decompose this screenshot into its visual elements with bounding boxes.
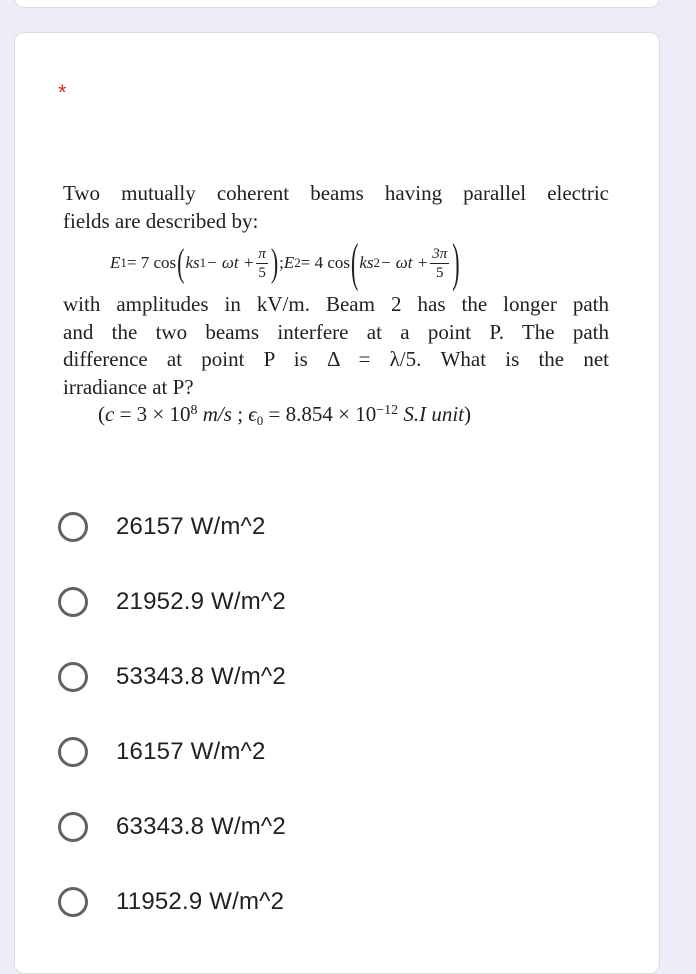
radio-button[interactable] xyxy=(58,587,88,617)
constants-separator: ; xyxy=(231,402,249,426)
e2-symbol: E xyxy=(283,253,295,272)
speed-of-light-exponent: 8 xyxy=(190,403,198,418)
speed-of-light-value: = 3 × 10 xyxy=(114,402,191,426)
question-line-1: Two mutually coherent beams having parallel electric xyxy=(63,181,609,205)
radio-button[interactable] xyxy=(58,512,88,542)
question-line-6: irradiance at P? xyxy=(63,374,194,399)
e1-phase-term: − ωt + xyxy=(206,253,255,272)
answer-option-1[interactable] xyxy=(58,507,266,547)
e2-close-paren: ) xyxy=(452,231,460,292)
answer-option-6[interactable] xyxy=(58,882,284,922)
answer-option-2[interactable] xyxy=(58,582,286,622)
radio-button[interactable] xyxy=(58,737,88,767)
required-asterisk: * xyxy=(58,80,67,105)
e1-frac-numerator: π xyxy=(258,245,266,262)
e2-open-paren: ( xyxy=(351,231,359,292)
equation-separator: ; xyxy=(279,253,284,272)
question-line-5: difference at point P is Δ = λ/5. What is the net xyxy=(63,347,609,371)
question-line-2: fields are described by: xyxy=(63,208,259,233)
permittivity-unit: S.I unit xyxy=(398,402,465,426)
e2-frac-numerator: 3π xyxy=(432,245,448,262)
option-label[interactable]: 26157 W/m^2 xyxy=(116,513,266,540)
option-label[interactable]: 16157 W/m^2 xyxy=(116,738,266,765)
e1-open-paren: ( xyxy=(177,239,185,285)
permittivity-symbol: ϵ xyxy=(248,402,257,426)
speed-of-light-unit: m/s xyxy=(197,402,232,426)
option-label[interactable]: 53343.8 W/m^2 xyxy=(116,663,286,690)
radio-button[interactable] xyxy=(58,662,88,692)
e1-close-paren: ) xyxy=(270,239,279,285)
question-line-3: with amplitudes in kV/m. Beam 2 has the longer path xyxy=(63,292,609,316)
permittivity-value: = 8.854 × 10 xyxy=(263,402,377,426)
permittivity-subscript: 0 xyxy=(256,413,264,428)
answer-option-3[interactable] xyxy=(58,657,286,697)
radio-button[interactable] xyxy=(58,812,88,842)
e1-amplitude: = 7 cos xyxy=(126,253,177,272)
option-label[interactable]: 11952.9 W/m^2 xyxy=(116,888,285,915)
radio-button[interactable] xyxy=(58,887,88,917)
speed-of-light-symbol: c xyxy=(105,402,115,426)
field-equations: E 1 = 7 cos ( ks 1 − ωt + $\frac{\pi}{5}$ ) ; E 2 = 4 cos ( ks 2 − ωt + $\frac{3\pi}{5}$ ) xyxy=(63,237,609,289)
e2-phase-term: − ωt + xyxy=(380,253,429,272)
constants-line xyxy=(63,401,609,427)
e2-fraction xyxy=(430,245,449,282)
e1-frac-denominator: 5 xyxy=(258,264,266,281)
question-line-4: and the two beams interfere at a point P. The path xyxy=(63,319,609,344)
e2-inner: ks xyxy=(359,253,374,272)
option-label[interactable]: 63343.8 W/m^2 xyxy=(116,813,286,840)
question-text xyxy=(63,180,609,427)
option-label[interactable]: 21952.9 W/m^2 xyxy=(116,588,286,615)
e2-frac-denominator: 5 xyxy=(435,264,444,281)
e1-symbol: E xyxy=(110,253,121,272)
permittivity-exponent: −12 xyxy=(376,403,399,418)
constants-close-paren: ) xyxy=(464,402,472,426)
answer-option-5[interactable] xyxy=(58,807,286,847)
e2-amplitude: = 4 cos xyxy=(300,253,351,272)
e1-inner: ks xyxy=(185,253,200,272)
e1-fraction xyxy=(256,245,268,282)
answer-option-4[interactable] xyxy=(58,732,266,772)
previous-question-card xyxy=(14,0,660,8)
constants-open-paren: ( xyxy=(98,402,105,426)
